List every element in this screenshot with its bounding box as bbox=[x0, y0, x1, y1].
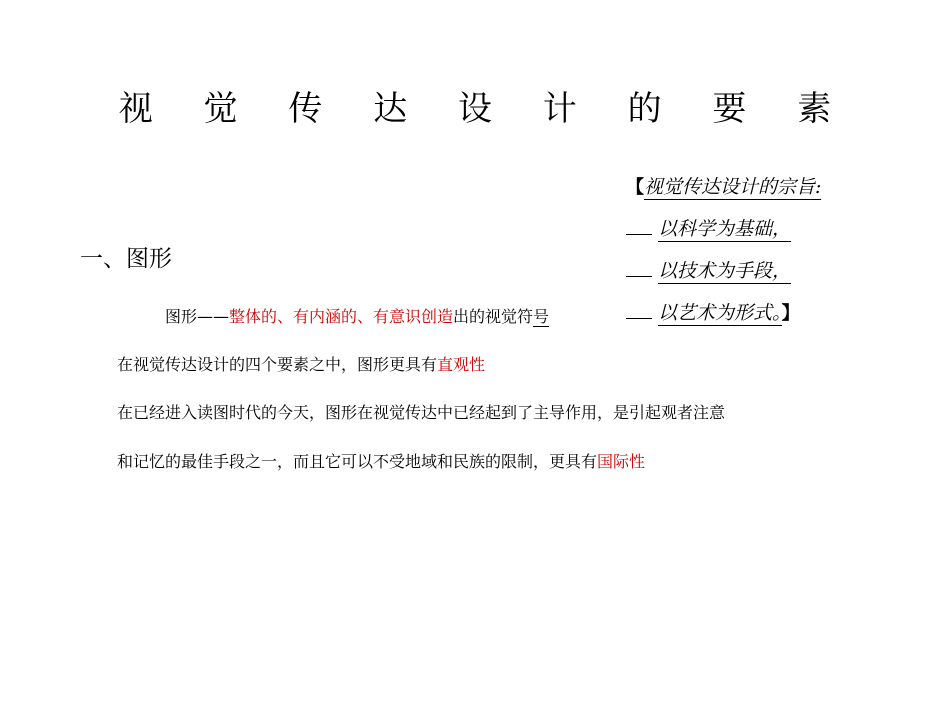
quote-line-4 bbox=[626, 298, 800, 329]
paragraph-1-text: 在视觉传达设计的四个要素之中，图形更具有 bbox=[117, 355, 438, 374]
quote-line-4-lead-underline bbox=[626, 298, 652, 319]
definition-line bbox=[165, 305, 549, 329]
paragraph-3-text: 和记忆的最佳手段之一，而且它可以不受地域和民族的限制，更具有 bbox=[117, 452, 598, 471]
paragraph-1 bbox=[117, 353, 485, 377]
quote-close-bracket: 】 bbox=[781, 303, 800, 324]
paragraph-1-highlight: 直观性 bbox=[437, 355, 486, 374]
definition-tail: 号 bbox=[533, 307, 550, 326]
paragraph-2 bbox=[117, 401, 725, 425]
section-heading: 一、图形 bbox=[80, 246, 172, 272]
quote-line-1-text: 视觉传达设计的宗旨: bbox=[644, 176, 822, 198]
page-title: 视 觉 传 达 设 计 的 要 素 bbox=[118, 89, 852, 129]
quote-line-3-text: 以技术为手段， bbox=[658, 260, 792, 282]
quote-line-2-text: 以科学为基础， bbox=[658, 218, 792, 240]
quote-line-2-lead-underline bbox=[626, 214, 652, 235]
quote-line-3-lead-underline bbox=[626, 256, 652, 277]
definition-prefix: 图形—— bbox=[165, 307, 230, 326]
definition-suffix: 出的视觉符 bbox=[453, 307, 534, 326]
quote-line-2 bbox=[626, 214, 791, 244]
paragraph-3-highlight: 国际性 bbox=[597, 452, 646, 471]
paragraph-3 bbox=[117, 450, 645, 474]
quote-open-bracket: 【 bbox=[626, 177, 644, 198]
quote-line-3 bbox=[626, 256, 791, 286]
paragraph-2-text: 在已经进入读图时代的今天，图形在视觉传达中已经起到了主导作用，是引起观者注意 bbox=[117, 403, 726, 422]
definition-highlight: 整体的、有内涵的、有意识创造 bbox=[229, 307, 454, 326]
quote-line-1 bbox=[626, 172, 821, 203]
quote-line-4-text: 以艺术为形式。 bbox=[658, 302, 782, 324]
